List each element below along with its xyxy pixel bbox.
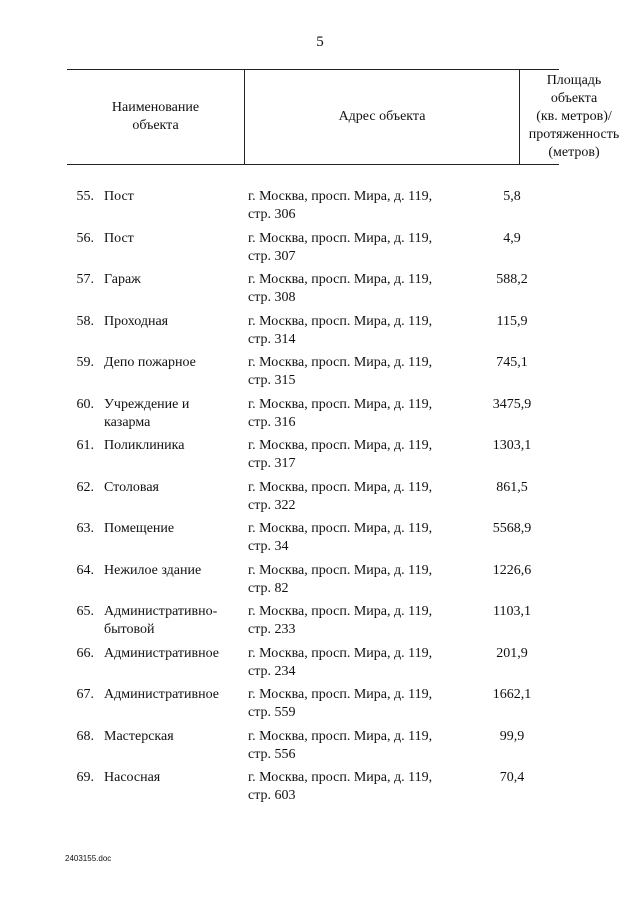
table-row (0, 313, 640, 355)
row-number: 65. (76, 604, 94, 619)
row-address-line1: г. Москва, просп. Мира, д. 119, (248, 479, 433, 495)
row-area: 1303,1 (492, 438, 532, 453)
row-area: 861,5 (496, 479, 528, 495)
row-address (248, 686, 458, 722)
row-area: 115,9 (496, 313, 528, 329)
row-address-line1: г. Москва, просп. Мира, д. 119, (248, 604, 433, 619)
row-address-line1: г. Москва, просп. Мира, д. 119, (248, 313, 433, 329)
table-row (0, 686, 640, 728)
table-row (0, 645, 640, 687)
row-area: 1662,1 (492, 687, 532, 702)
row-number: 60. (76, 396, 94, 412)
row-address-line1: г. Москва, просп. Мира, д. 119, (248, 687, 433, 702)
row-object-name: Насосная (104, 770, 161, 785)
row-number: 56. (76, 230, 94, 246)
row-number: 58. (76, 313, 94, 329)
row-area: 1226,6 (492, 562, 532, 578)
table-row (0, 396, 640, 438)
row-address-line2: стр. 82 (248, 580, 289, 596)
row-address (248, 769, 458, 805)
row-address-line2: стр. 306 (248, 207, 296, 222)
row-address-line2: стр. 322 (248, 497, 296, 513)
table-row (0, 769, 640, 811)
row-area: 3475,9 (492, 396, 532, 412)
row-address (248, 188, 458, 224)
row-address (248, 313, 458, 349)
row-area: 4,9 (503, 230, 521, 246)
row-address-line2: стр. 234 (248, 663, 296, 679)
row-object-name: Мастерская (104, 728, 174, 744)
row-object-name: Поликлиника (104, 438, 185, 453)
row-address (248, 479, 458, 515)
header-address (245, 70, 520, 164)
row-number: 69. (76, 770, 94, 785)
row-number: 67. (76, 687, 94, 702)
row-area: 99,9 (499, 728, 525, 744)
row-address (248, 354, 458, 390)
row-area: 5568,9 (492, 521, 532, 536)
row-number: 68. (76, 728, 94, 744)
row-address (248, 562, 458, 598)
row-address-line1: г. Москва, просп. Мира, д. 119, (248, 272, 433, 287)
row-address-line2: стр. 556 (248, 746, 296, 762)
row-address-line2: стр. 314 (248, 331, 296, 347)
row-area: 5,8 (503, 189, 521, 204)
table-row (0, 271, 640, 313)
table-header (67, 69, 620, 165)
row-address-line2: стр. 34 (248, 539, 289, 554)
row-object-name: Проходная (104, 313, 169, 329)
row-address-line2: стр. 559 (248, 705, 296, 720)
header-name (67, 70, 245, 164)
row-object-name: Столовая (104, 479, 159, 495)
row-area: 70,4 (499, 770, 525, 785)
row-address (248, 520, 458, 556)
row-address-line2: стр. 316 (248, 414, 296, 430)
header-address-label: Адрес объекта (338, 109, 426, 124)
row-address-line2: стр. 233 (248, 622, 296, 637)
row-object-name: Помещение (104, 521, 175, 536)
row-address-line2: стр. 317 (248, 456, 296, 471)
row-object-name: Нежилое здание (104, 562, 202, 578)
row-address (248, 437, 458, 473)
page-number: 5 (316, 34, 324, 50)
row-number: 61. (76, 438, 94, 453)
row-address-line2: стр. 308 (248, 290, 296, 305)
row-area: 1103,1 (493, 604, 531, 619)
table-row (0, 354, 640, 396)
row-number: 63. (76, 521, 94, 536)
row-address-line2: стр. 307 (248, 248, 296, 264)
row-area: 201,9 (496, 645, 528, 661)
row-address (248, 230, 458, 266)
row-address (248, 728, 458, 764)
table-row (0, 230, 640, 272)
row-address-line1: г. Москва, просп. Мира, д. 119, (248, 645, 433, 661)
row-area: 588,2 (496, 272, 528, 287)
row-object-name: Административно- бытовой (104, 604, 218, 637)
row-address-line1: г. Москва, просп. Мира, д. 119, (248, 230, 433, 246)
row-number: 59. (76, 355, 94, 370)
table-body (0, 188, 640, 811)
row-object-name: Депо пожарное (104, 355, 196, 370)
row-address-line1: г. Москва, просп. Мира, д. 119, (248, 521, 433, 536)
row-address-line1: г. Москва, просп. Мира, д. 119, (248, 438, 433, 453)
row-address (248, 645, 458, 681)
table-row (0, 188, 640, 230)
row-number: 66. (76, 645, 94, 661)
header-area-label: Площадь объекта (кв. метров)/ протяженность (метров) (528, 73, 620, 160)
row-address-line1: г. Москва, просп. Мира, д. 119, (248, 396, 433, 412)
row-object-name: Гараж (104, 272, 141, 287)
row-address (248, 271, 458, 307)
table-row (0, 728, 640, 770)
table-row (0, 520, 640, 562)
row-object-name: Административное (104, 645, 220, 661)
row-address-line2: стр. 315 (248, 373, 296, 388)
row-address (248, 396, 458, 432)
row-object-name: Пост (104, 230, 134, 246)
row-object-name: Пост (104, 189, 134, 204)
row-address-line1: г. Москва, просп. Мира, д. 119, (248, 728, 433, 744)
row-address-line1: г. Москва, просп. Мира, д. 119, (248, 770, 433, 785)
header-name-label: Наименование объекта (111, 100, 200, 133)
row-address-line1: г. Москва, просп. Мира, д. 119, (248, 355, 433, 370)
row-address-line2: стр. 603 (248, 788, 296, 803)
row-object-name: Учреждение и казарма (104, 396, 190, 430)
table-row (0, 437, 640, 479)
row-number: 62. (76, 479, 94, 495)
header-area (520, 70, 628, 164)
row-address-line1: г. Москва, просп. Мира, д. 119, (248, 562, 433, 578)
row-address (248, 603, 458, 639)
row-number: 57. (76, 272, 94, 287)
table-row (0, 479, 640, 521)
row-object-name: Административное (104, 687, 220, 702)
row-number: 64. (76, 562, 94, 578)
table-row (0, 562, 640, 604)
row-number: 55. (76, 189, 94, 204)
footer-filename: 2403155.doc (65, 854, 112, 863)
table-row (0, 603, 640, 645)
row-address-line1: г. Москва, просп. Мира, д. 119, (248, 189, 433, 204)
row-area: 745,1 (496, 355, 528, 370)
